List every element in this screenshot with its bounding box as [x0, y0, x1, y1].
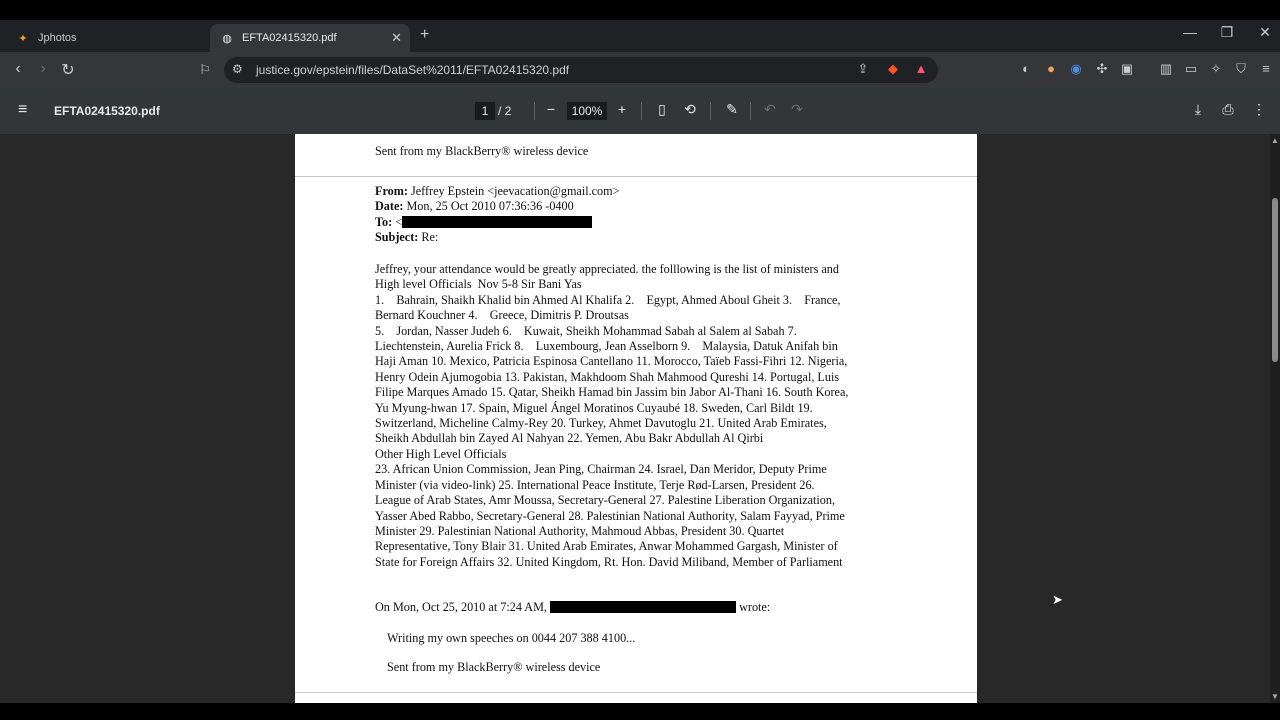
brave-shields-icon[interactable]: ◆: [888, 61, 898, 76]
email-body-line: Representative, Tony Blair 31. United Arab Emirates, Anwar Mohammed Gargash, Minister of: [375, 539, 838, 554]
url-text: justice.gov/epstein/files/DataSet%2011/EFTA02415320.pdf: [256, 63, 570, 77]
pdf-toolbar: [0, 88, 1280, 134]
forward-icon[interactable]: ›: [40, 60, 46, 77]
scroll-down-icon[interactable]: ▼: [1271, 692, 1279, 701]
more-options-icon[interactable]: ⋮: [1252, 101, 1266, 117]
extension-icon[interactable]: ▣: [1120, 61, 1134, 76]
tab-title: EFTA02415320.pdf: [242, 32, 337, 44]
back-icon[interactable]: ‹: [15, 60, 21, 77]
scrollbar-thumb[interactable]: [1272, 198, 1278, 362]
fit-page-icon[interactable]: ▯: [658, 101, 666, 117]
divider-line: [295, 692, 977, 693]
top-border: [0, 0, 1280, 20]
download-icon[interactable]: ⤓: [1194, 101, 1202, 117]
print-icon[interactable]: ⎙: [1222, 101, 1234, 117]
email-body-line: Liechtenstein, Aurelia Frick 8. Luxembourg, Jean Asselborn 9. Malaysia, Datuk Anifah bin: [375, 339, 838, 354]
email-body-line: Filipe Marques Amado 15. Qatar, Sheikh Hamad bin Jassim bin Jabor Al-Thani 16. South Korea,: [375, 385, 849, 400]
brave-rewards-icon[interactable]: ▲: [914, 61, 928, 76]
email-body-line: Minister 29. Palestinian National Authority, Mahmoud Abbas, President 30. Quartet: [375, 523, 785, 538]
quoted-signature: Sent from my BlackBerry® wireless device: [387, 660, 601, 674]
extension-icon[interactable]: ◐: [1022, 61, 1030, 76]
zoom-input[interactable]: 100%: [567, 102, 607, 120]
tab-strip: [0, 20, 1280, 52]
browser-toolbar: [0, 52, 1280, 88]
tab-pdf[interactable]: [210, 24, 410, 52]
email-body-line: Other High Level Officials: [375, 446, 507, 461]
divider: [534, 102, 535, 120]
sent-from-line: Sent from my BlackBerry® wireless device: [375, 144, 589, 158]
new-tab-icon[interactable]: +: [420, 26, 430, 43]
vertical-scrollbar[interactable]: [1270, 134, 1280, 703]
email-header: [375, 184, 620, 246]
tab-jphotos[interactable]: [6, 24, 206, 52]
vpn-icon[interactable]: ⛉: [1236, 61, 1246, 76]
pdf-page: [295, 134, 977, 703]
rotate-icon[interactable]: ⟲: [684, 101, 696, 117]
address-bar[interactable]: [224, 57, 938, 83]
pdf-filename: EFTA02415320.pdf: [54, 104, 160, 118]
email-body-line: Yasser Abed Rabbo, Secretary-General 28. Palestinian National Authority, Salam Fayyad, Prime: [375, 508, 845, 523]
redaction-bar: [402, 216, 592, 228]
annotate-icon[interactable]: ✎: [726, 101, 738, 117]
divider: [710, 102, 711, 120]
extension-icon[interactable]: ◉: [1070, 61, 1082, 76]
puzzle-icon[interactable]: ✣: [1096, 61, 1108, 76]
tools-icon: ✦: [18, 32, 28, 45]
reload-icon[interactable]: ↻: [61, 62, 75, 79]
email-body-line: Jeffrey, your attendance would be greatly appreciated. the folllowing is the list of ministers and: [375, 262, 839, 276]
email-body-line: State for Foreign Affairs 32. United Kingdom, Rt. Hon. David Miliband, Member of Parliament: [375, 554, 843, 569]
tab-title: Jphotos: [38, 32, 77, 44]
email-body-line: 5. Jordan, Nasser Judeh 6. Kuwait, Sheikh Mohammad Sabah al Salem al Sabah 7.: [375, 323, 797, 338]
email-body-line: Minister (via video-link) 25. International Peace Institute, Terje Rød-Larsen, President 26.: [375, 477, 815, 492]
undo-icon[interactable]: ↶: [764, 101, 776, 117]
quoted-text: Writing my own speeches on 0044 207 388 4100...: [387, 631, 636, 645]
leo-ai-icon[interactable]: ✧: [1210, 61, 1222, 76]
zoom-in-icon[interactable]: +: [617, 101, 627, 117]
site-settings-icon[interactable]: ⚙: [232, 62, 243, 76]
subject-line: Subject: Re:: [375, 230, 439, 245]
email-body-line: Switzerland, Micheline Calmy-Rey 20. Turkey, Ahmet Davutoglu 21. United Arab Emirates,: [375, 416, 827, 431]
globe-icon: ◍: [222, 32, 232, 45]
email-body-line: Yu Myung-hwan 17. Spain, Miguel Ángel Moratinos Cuyaubé 18. Sweden, Carl Bildt 19.: [375, 400, 813, 415]
restore-icon[interactable]: ❐: [1220, 24, 1234, 40]
share-icon[interactable]: ⇪: [857, 61, 869, 76]
redo-icon[interactable]: ↷: [791, 101, 803, 117]
divider: [750, 102, 751, 120]
email-body-line: Sheikh Abdullah bin Zayed Al Nahyan 22. Yemen, Abu Bakr Abdullah Al Qirbi: [375, 431, 764, 446]
bottom-border: [0, 703, 1280, 720]
divider: [641, 102, 642, 120]
email-body-line: League of Arab States, Amr Moussa, Secretary-General 27. Palestine Liberation Organization,: [375, 493, 836, 508]
bookmark-icon[interactable]: ⚐: [199, 62, 211, 77]
email-body-line: 23. African Union Commission, Jean Ping, Chairman 24. Israel, Dan Meridor, Deputy Prime: [375, 462, 827, 477]
hamburger-menu-icon[interactable]: ≡: [18, 101, 28, 118]
from-line: From: Jeffrey Epstein <jeevacation@gmail.com>: [375, 184, 620, 198]
email-body-line: Henry Odein Ajumogobia 13. Pakistan, Makhdoom Shah Mahmood Qureshi 14. Portugal, Luis: [375, 369, 840, 384]
reply-header: On Mon, Oct 25, 2010 at 7:24 AM, wrote:: [375, 600, 771, 614]
mouse-cursor-icon: ➤: [1052, 592, 1063, 607]
zoom-out-icon[interactable]: −: [546, 101, 556, 117]
date-line: Date: Mon, 25 Oct 2010 07:36:36 -0400: [375, 199, 574, 214]
close-tab-icon[interactable]: ✕: [391, 30, 402, 45]
email-body: [375, 262, 848, 570]
email-body-line: 1. Bahrain, Shaikh Khalid bin Ahmed Al Khalifa 2. Egypt, Ahmed Aboul Gheit 3. France,: [375, 292, 841, 307]
sidebar-icon[interactable]: ▥: [1159, 61, 1173, 76]
close-window-icon[interactable]: ✕: [1259, 24, 1271, 40]
email-body-line: High level Officials Nov 5-8 Sir Bani Yas: [375, 277, 582, 292]
page-total: / 2: [498, 104, 512, 118]
divider-line: [295, 176, 977, 177]
wallet-icon[interactable]: ▭: [1184, 61, 1198, 76]
minimize-icon[interactable]: —: [1183, 24, 1197, 40]
redaction-bar: [550, 601, 736, 613]
menu-icon[interactable]: ≡: [1262, 61, 1270, 76]
email-body-line: Haji Aman 10. Mexico, Patricia Espinosa Cantellano 11. Morocco, Taïeb Fassi-Fihri 12. Nigeria,: [375, 354, 848, 369]
to-line: To: <: [375, 215, 620, 230]
extension-icon[interactable]: ●: [1047, 61, 1055, 76]
email-body-line: Bernard Kouchner 4. Greece, Dimitris P. Droutsas: [375, 308, 629, 323]
scroll-up-icon[interactable]: ▲: [1271, 136, 1279, 145]
page-number-input[interactable]: 1: [475, 102, 495, 120]
